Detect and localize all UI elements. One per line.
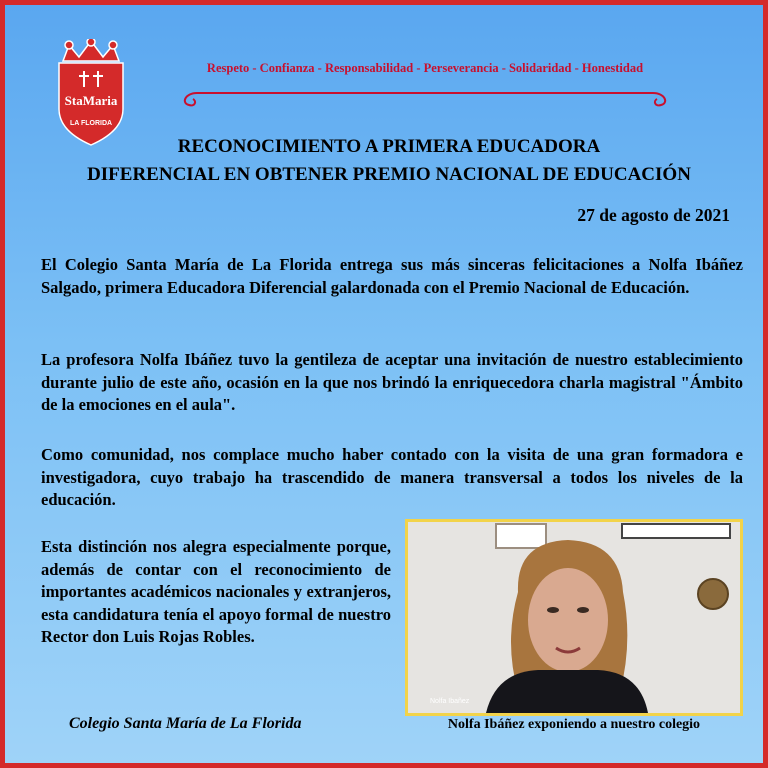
speaker-illustration <box>408 522 740 713</box>
paragraph-4: Esta distinción nos alegra especialmente porque, además de contar con el reconocimiento de importantes académicos nacionales y extranjeros, esta candidatura tenía el apoyo formal de nuestro Rector don Luis Rojas Robles. <box>41 537 391 646</box>
paragraph-2: La profesora Nolfa Ibáñez tuvo la gentileza de aceptar una invitación de nuestro establecimiento durante julio de este año, ocasión en la que nos brindó la enriquecedora charla magistral "Ámbito de la emociones en el aula". <box>41 350 743 414</box>
page-title <box>25 133 753 189</box>
crest-place-text: LA FLORIDA <box>69 120 113 127</box>
paragraph-3: Como comunidad, nos complace mucho haber contado con la visita de una gran formadora e investigadora, cuyo trabajo ha trascendido de manera transversal a todos los niveles de la educación. <box>41 445 743 509</box>
paragraph-1: El Colegio Santa María de La Florida entrega sus más sinceras felicitaciones a Nolfa Ibáñez Salgado, primera Educadora Diferencial galardonada con el Premio Nacional de Educación. <box>41 255 743 297</box>
photo-name-tag: Nolfa Ibañez <box>430 698 470 705</box>
speaker-photo <box>405 519 743 716</box>
decorative-divider <box>175 81 675 111</box>
crest-name-text: StaMaria <box>64 93 118 108</box>
photo-caption: Nolfa Ibáñez exponiendo a nuestro colegio <box>447 717 701 732</box>
values-line: Respeto - Confianza - Responsabilidad - Perseverancia - Solidaridad - Honestidad <box>206 61 644 75</box>
title-line-2: DIFERENCIAL EN OBTENER PREMIO NACIONAL DE EDUCACIÓN <box>87 164 691 185</box>
signature: Colegio Santa María de La Florida <box>69 715 302 732</box>
date: 27 de agosto de 2021 <box>577 205 730 225</box>
title-line-1: RECONOCIMIENTO A PRIMERA EDUCADORA <box>177 136 601 157</box>
